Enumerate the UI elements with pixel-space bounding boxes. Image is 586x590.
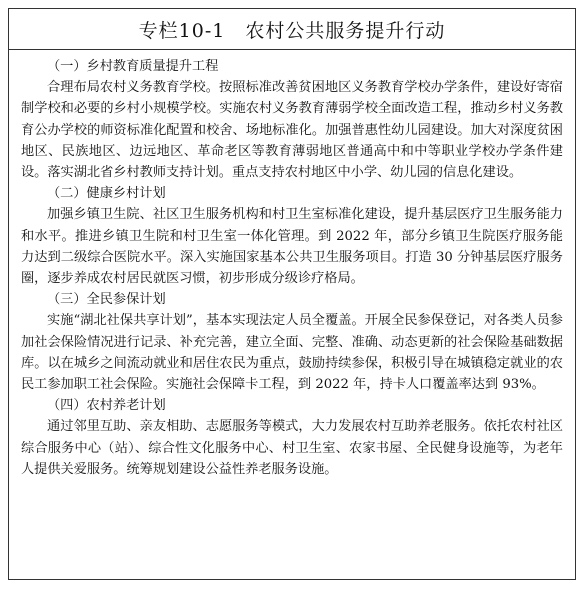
section-heading-health: （二）健康乡村计划 bbox=[47, 186, 166, 202]
section-heading-education: （一）乡村教育质量提升工程 bbox=[47, 59, 219, 74]
section-body-health: 加强乡镇卫生院、社区卫生服务机构和村卫生室标准化建设，提升基层医疗卫生服务能力和水平。推进乡镇卫生院和村卫生室一体化管理。到 2022 年，部分乡镇卫生院医疗服务能力达到二级综合医院水平。深入实施国家基本公共卫生服务项目。打造 30 分钟基层医疗服务圈，逐步养成农村居民就医习惯，初步形成分级诊疗格局。 bbox=[21, 207, 563, 287]
section-heading-insurance: （三）全民参保计划 bbox=[47, 292, 166, 308]
section-body-elderly-care: 通过邻里互助、亲友相助、志愿服务等模式，大力发展农村互助养老服务。依托农村社区综合服务中心（站）、综合性文化服务中心、村卫生室、农家书屋、全民健身设施等，为老年人提供关爱服务。统筹规划建设公益性养老服务设施。 bbox=[21, 419, 563, 477]
column-content bbox=[9, 50, 575, 480]
column-title: 专栏10-1 农村公共服务提升行动 bbox=[9, 9, 575, 50]
column-box bbox=[8, 8, 576, 580]
section-heading-elderly-care: （四）农村养老计划 bbox=[47, 398, 166, 414]
section-body-education: 合理布局农村义务教育学校。按照标准改善贫困地区义务教育学校办学条件，建设好寄宿制学校和必要的乡村小规模学校。实施农村义务教育薄弱学校全面改造工程，推动乡村义务教育公办学校的师资标准化配置和校舍、场地标准化。加强普惠性幼儿园建设。加大对深度贫困地区、民族地区、边远地区、革命老区等教育薄弱地区普通高中和中等职业学校办学条件建设。落实湖北省乡村教师支持计划。重点支持农村地区中小学、幼儿园的信息化建设。 bbox=[21, 80, 563, 181]
section-body-insurance: 实施“湖北社保共享计划”，基本实现法定人员全覆盖。开展全民参保登记，对各类人员参加社会保险情况进行记录、补充完善，建立全面、完整、准确、动态更新的社会保险基础数据库。以在城乡之间流动就业和居住农民为重点，鼓励持续参保，积极引导在城镇稳定就业的农民工参加职工社会保险。实施社会保障卡工程，到 2022 年，持卡人口覆盖率达到 93%。 bbox=[21, 313, 563, 393]
